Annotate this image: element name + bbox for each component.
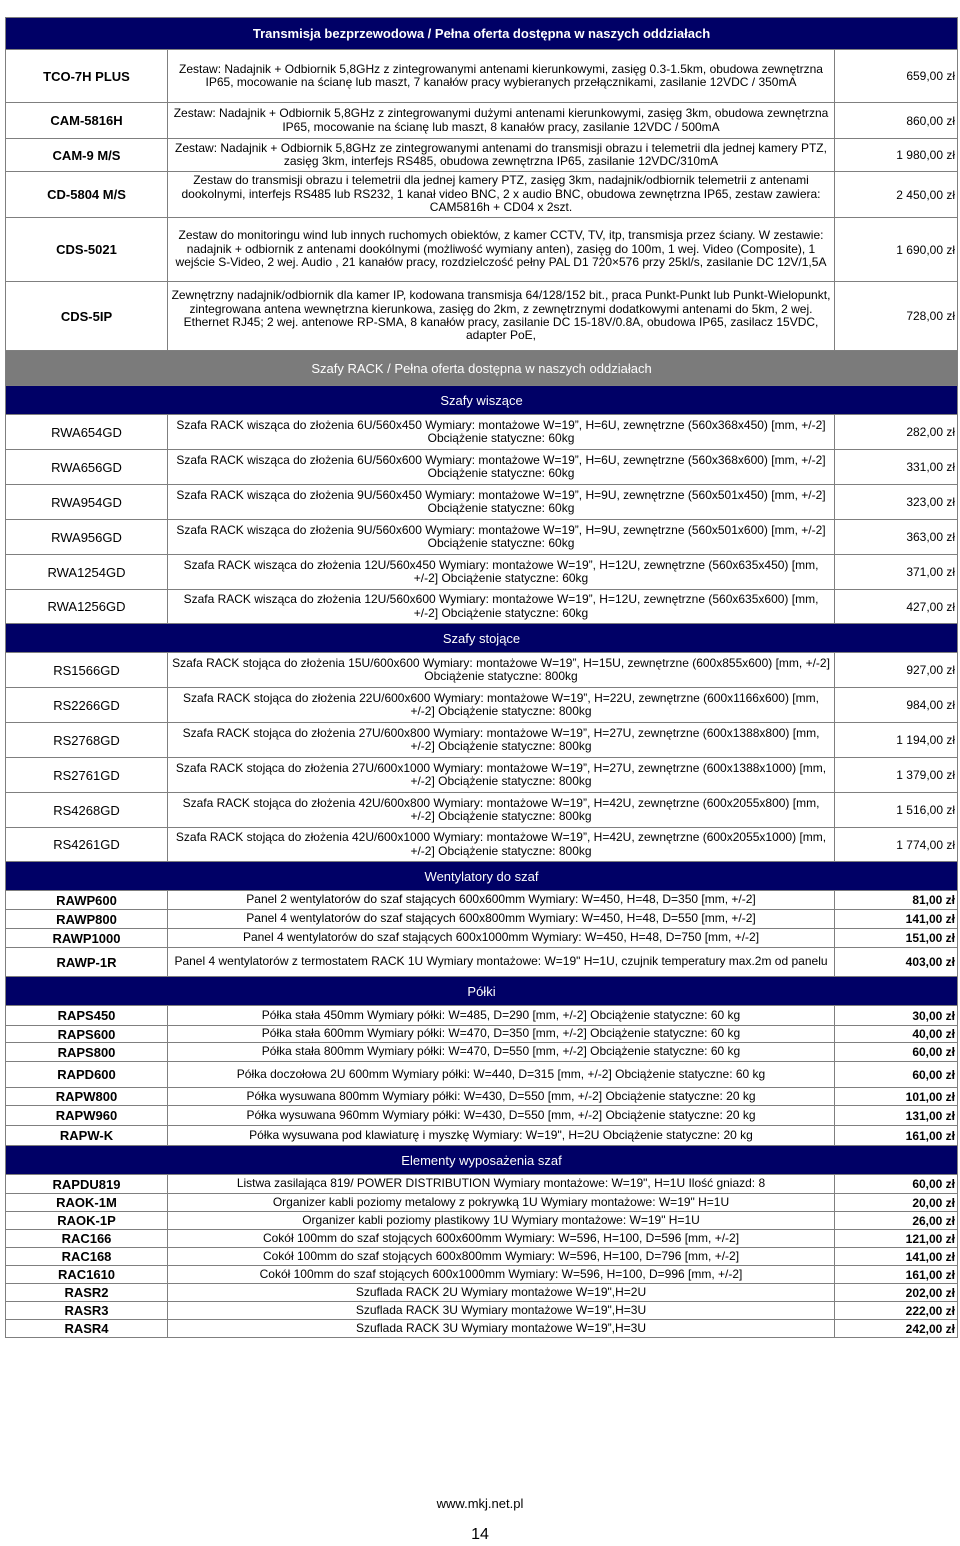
product-description: Cokół 100mm do szaf stojących 600x600mm Wymiary: W=596, H=100, D=596 [mm, +/-2] bbox=[168, 1230, 835, 1248]
product-price: 282,00 zł bbox=[835, 415, 958, 450]
product-price: 1 379,00 zł bbox=[835, 758, 958, 793]
product-description: Półka wysuwana 800mm Wymiary półki: W=430, D=550 [mm, +/-2] Obciążenie statyczne: 20 kg bbox=[168, 1088, 835, 1106]
product-code: RAOK-1P bbox=[6, 1212, 168, 1230]
product-description: Półka stała 450mm Wymiary półki: W=485, D=290 [mm, +/-2] Obciążenie statyczne: 60 kg bbox=[168, 1006, 835, 1026]
product-code: RAC166 bbox=[6, 1230, 168, 1248]
product-price: 161,00 zł bbox=[835, 1266, 958, 1284]
product-code: RWA654GD bbox=[6, 415, 168, 450]
table-row bbox=[6, 1230, 958, 1248]
product-price: 728,00 zł bbox=[835, 282, 958, 351]
product-price: 1 516,00 zł bbox=[835, 793, 958, 828]
product-price: 371,00 zł bbox=[835, 555, 958, 590]
product-price: 363,00 zł bbox=[835, 520, 958, 555]
product-description: Zestaw do transmisji obrazu i telemetrii dla jednej kamery PTZ, zasięg 3km, nadajnik/odbiornik telemetrii z antenami dookolnymi, interfejs RS485 lub RS232, 1 kanał video BNC, 2 x audio BNC, obudowa zewnętrzna IP65, zestaw zawiera: CAM5816h + CD04 x 2szt. bbox=[168, 172, 835, 218]
product-price: 141,00 zł bbox=[835, 910, 958, 929]
table-row bbox=[6, 485, 958, 520]
product-description: Szuflada RACK 3U Wymiary montażowe W=19",H=3U bbox=[168, 1302, 835, 1320]
product-code: RAWP1000 bbox=[6, 929, 168, 948]
product-description: Organizer kabli poziomy metalowy z pokrywką 1U Wymiary montażowe: W=19" H=1U bbox=[168, 1194, 835, 1212]
product-description: Panel 4 wentylatorów do szaf stających 600x1000mm Wymiary: W=450, H=48, D=750 [mm, +/-2] bbox=[168, 929, 835, 948]
product-code: RASR3 bbox=[6, 1302, 168, 1320]
product-price: 659,00 zł bbox=[835, 50, 958, 103]
product-description: Szuflada RACK 2U Wymiary montażowe W=19",H=2U bbox=[168, 1284, 835, 1302]
product-code: RS2761GD bbox=[6, 758, 168, 793]
table-row bbox=[6, 1043, 958, 1062]
product-description: Organizer kabli poziomy plastikowy 1U Wymiary montażowe: W=19" H=1U bbox=[168, 1212, 835, 1230]
table-row bbox=[6, 139, 958, 172]
product-code: RWA656GD bbox=[6, 450, 168, 485]
footer-url[interactable]: www.mkj.net.pl bbox=[436, 1496, 524, 1511]
product-description: Panel 2 wentylatorów do szaf stających 600x600mm Wymiary: W=450, H=48, D=350 [mm, +/-2] bbox=[168, 891, 835, 910]
product-price: 141,00 zł bbox=[835, 1248, 958, 1266]
product-price: 60,00 zł bbox=[835, 1062, 958, 1088]
price-list-page bbox=[5, 17, 957, 1338]
product-price: 81,00 zł bbox=[835, 891, 958, 910]
table-row bbox=[6, 1106, 958, 1126]
table-row bbox=[6, 723, 958, 758]
product-price: 202,00 zł bbox=[835, 1284, 958, 1302]
product-description: Zestaw: Nadajnik + Odbiornik 5,8GHz ze zintegrowanymi antenami do transmisji obrazu i telemetrii dla jednej kamery PTZ, zasięg 3km, interfejs RS485, obudowa zewnętrzna IP65, zasilanie 12VDC/310mA bbox=[168, 139, 835, 172]
table-row bbox=[6, 948, 958, 977]
product-description: Szafa RACK wisząca do złożenia 12U/560x450 Wymiary: montażowe W=19”, H=12U, zewnętrzne (560x635x450) [mm, +/-2] Obciążenie statyczne: 60kg bbox=[168, 555, 835, 590]
product-price: 20,00 zł bbox=[835, 1194, 958, 1212]
product-description: Półka doczołowa 2U 600mm Wymiary półki: W=440, D=315 [mm, +/-2] Obciążenie statyczne: 60 kg bbox=[168, 1062, 835, 1088]
product-code: RAPW800 bbox=[6, 1088, 168, 1106]
table-row bbox=[6, 1126, 958, 1146]
product-code: RWA956GD bbox=[6, 520, 168, 555]
section-title-rack: Szafy RACK / Pełna oferta dostępna w naszych oddziałach bbox=[6, 351, 958, 386]
product-price: 131,00 zł bbox=[835, 1106, 958, 1126]
product-description: Zestaw: Nadajnik + Odbiornik 5,8GHz z zintegrowanymi dużymi antenami kierunkowymi, zasięg 3km, obudowa zewnętrzna IP65, mocowanie na ścianę lub maszt, 8 kanałów pracy, zasilanie 12VDC / 500mA bbox=[168, 103, 835, 139]
product-description: Szafa RACK stojąca do złożenia 42U/600x1000 Wymiary: montażowe W=19”, H=42U, zewnętrzne (600x2055x1000) [mm, +/-2] Obciążenie statyczne: 800kg bbox=[168, 828, 835, 862]
table-row bbox=[6, 103, 958, 139]
product-code: CD-5804 M/S bbox=[6, 172, 168, 218]
product-code: RAPS450 bbox=[6, 1006, 168, 1026]
product-description: Szafa RACK stojąca do złożenia 27U/600x1000 Wymiary: montażowe W=19”, H=27U, zewnętrzne (600x1388x1000) [mm, +/-2] Obciążenie statyczne: 800kg bbox=[168, 758, 835, 793]
product-code: RASR4 bbox=[6, 1320, 168, 1338]
product-price: 40,00 zł bbox=[835, 1026, 958, 1043]
product-code: RAPW960 bbox=[6, 1106, 168, 1126]
product-code: RAPS600 bbox=[6, 1026, 168, 1043]
product-price: 222,00 zł bbox=[835, 1302, 958, 1320]
group-title-row bbox=[6, 624, 958, 653]
table-row bbox=[6, 1266, 958, 1284]
product-description: Panel 4 wentylatorów do szaf stających 600x800mm Wymiary: W=450, H=48, D=550 [mm, +/-2] bbox=[168, 910, 835, 929]
product-code: RAWP800 bbox=[6, 910, 168, 929]
product-code: RWA954GD bbox=[6, 485, 168, 520]
table-row bbox=[6, 1088, 958, 1106]
product-description: Zestaw do monitoringu wind lub innych ruchomych obiektów, z kamer CCTV, TV, itp, transmisja przez ściany. W zestawie: nadajnik + odbiornik z antenami dookólnymi (możliwość wymiany anten), zasięg do 100m, 1 wej. Video (Composite), 1 wejście S-Video, 2 wej. Audio , 21 kanałów pracy, rozdzielczość pełny PAL D1 720×576 przy 25kl/s, zasilanie DC 12V/1,5A bbox=[168, 218, 835, 282]
table-row bbox=[6, 1194, 958, 1212]
product-price: 984,00 zł bbox=[835, 688, 958, 723]
product-code: RAPS800 bbox=[6, 1043, 168, 1062]
table-row bbox=[6, 688, 958, 723]
section-title-wireless: Transmisja bezprzewodowa / Pełna oferta dostępna w naszych oddziałach bbox=[6, 18, 958, 50]
product-price: 2 450,00 zł bbox=[835, 172, 958, 218]
product-price: 403,00 zł bbox=[835, 948, 958, 977]
table-row bbox=[6, 1320, 958, 1338]
group-title: Szafy stojące bbox=[6, 624, 958, 653]
product-description: Półka wysuwana pod klawiaturę i myszkę Wymiary: W=19", H=2U Obciążenie statyczne: 20 kg bbox=[168, 1126, 835, 1146]
product-description: Szafa RACK wisząca do złożenia 9U/560x450 Wymiary: montażowe W=19”, H=9U, zewnętrzne (560x501x450) [mm, +/-2] Obciążenie statyczne: 60kg bbox=[168, 485, 835, 520]
table-row bbox=[6, 1302, 958, 1320]
table-row bbox=[6, 891, 958, 910]
product-price: 151,00 zł bbox=[835, 929, 958, 948]
group-title-row bbox=[6, 1146, 958, 1175]
product-price: 323,00 zł bbox=[835, 485, 958, 520]
product-code: CDS-5IP bbox=[6, 282, 168, 351]
product-description: Szafa RACK wisząca do złożenia 12U/560x600 Wymiary: montażowe W=19”, H=12U, zewnętrzne (560x635x600) [mm, +/-2] Obciążenie statyczne: 60kg bbox=[168, 590, 835, 624]
table-row bbox=[6, 282, 958, 351]
product-description: Szafa RACK stojąca do złożenia 15U/600x600 Wymiary: montażowe W=19”, H=15U, zewnętrzne (600x855x600) [mm, +/-2] Obciążenie statyczne: 800kg bbox=[168, 653, 835, 688]
product-description: Cokół 100mm do szaf stojących 600x1000mm Wymiary: W=596, H=100, D=996 [mm, +/-2] bbox=[168, 1266, 835, 1284]
group-title: Szafy wiszące bbox=[6, 386, 958, 415]
table-row bbox=[6, 929, 958, 948]
product-description: Półka stała 800mm Wymiary półki: W=470, D=550 [mm, +/-2] Obciążenie statyczne: 60 kg bbox=[168, 1043, 835, 1062]
product-price: 101,00 zł bbox=[835, 1088, 958, 1106]
table-row bbox=[6, 172, 958, 218]
product-price: 427,00 zł bbox=[835, 590, 958, 624]
product-price: 60,00 zł bbox=[835, 1043, 958, 1062]
table-row bbox=[6, 910, 958, 929]
product-price: 1 980,00 zł bbox=[835, 139, 958, 172]
group-title-row bbox=[6, 977, 958, 1006]
product-description: Szafa RACK wisząca do złożenia 9U/560x600 Wymiary: montażowe W=19”, H=9U, zewnętrzne (560x501x600) [mm, +/-2] Obciążenie statyczne: 60kg bbox=[168, 520, 835, 555]
table-row bbox=[6, 1248, 958, 1266]
product-description: Szafa RACK stojąca do złożenia 22U/600x600 Wymiary: montażowe W=19”, H=22U, zewnętrzne (600x1166x600) [mm, +/-2] Obciążenie statyczne: 800kg bbox=[168, 688, 835, 723]
section-title-wireless-row bbox=[6, 18, 958, 50]
table-row bbox=[6, 758, 958, 793]
product-code: RWA1254GD bbox=[6, 555, 168, 590]
product-code: RWA1256GD bbox=[6, 590, 168, 624]
product-description: Zewnętrzny nadajnik/odbiornik dla kamer IP, kodowana transmisja 64/128/152 bit., praca Punkt-Punkt lub Punkt-Wielopunkt, zintegrowana antena wewnętrzna kierunkowa, zasięg do 2km, z zewnętrznymi dodatkowymi antenami do 5km, 2 wej. Ethernet RJ45; 2 wej. antenowe RP-SMA, 8 kanałów pracy, zasilanie DC 15-18V/0.8A, obudowa IP65, zasilacz 15VDC, adapter PoE, bbox=[168, 282, 835, 351]
product-description: Szafa RACK stojąca do złożenia 42U/600x800 Wymiary: montażowe W=19”, H=42U, zewnętrzne (600x2055x800) [mm, +/-2] Obciążenie statyczne: 800kg bbox=[168, 793, 835, 828]
product-code: RAC1610 bbox=[6, 1266, 168, 1284]
page-number: 14 bbox=[471, 1526, 489, 1543]
product-code: RAC168 bbox=[6, 1248, 168, 1266]
table-row bbox=[6, 450, 958, 485]
product-price: 26,00 zł bbox=[835, 1212, 958, 1230]
product-code: RAWP600 bbox=[6, 891, 168, 910]
table-row bbox=[6, 415, 958, 450]
table-row bbox=[6, 1284, 958, 1302]
product-code: RAPD600 bbox=[6, 1062, 168, 1088]
table-row bbox=[6, 1026, 958, 1043]
group-title-row bbox=[6, 862, 958, 891]
table-row bbox=[6, 50, 958, 103]
product-code: CAM-5816H bbox=[6, 103, 168, 139]
product-code: RS4268GD bbox=[6, 793, 168, 828]
table-row bbox=[6, 520, 958, 555]
product-price: 1 774,00 zł bbox=[835, 828, 958, 862]
table-row bbox=[6, 828, 958, 862]
product-code: RAWP-1R bbox=[6, 948, 168, 977]
product-price: 161,00 zł bbox=[835, 1126, 958, 1146]
product-description: Panel 4 wentylatorów z termostatem RACK 1U Wymiary montażowe: W=19" H=1U, czujnik temperatury max.2m od panelu bbox=[168, 948, 835, 977]
product-description: Zestaw: Nadajnik + Odbiornik 5,8GHz z zintegrowanymi antenami kierunkowymi, zasięg 0.3-1.5km, obudowa zewnętrzna IP65, mocowanie na ścianę lub maszt, 7 kanałów pracy wybieranych przełącznikami, zasilanie 12VDC / 350mA bbox=[168, 50, 835, 103]
product-code: RASR2 bbox=[6, 1284, 168, 1302]
table-row bbox=[6, 218, 958, 282]
table-row bbox=[6, 590, 958, 624]
product-price: 30,00 zł bbox=[835, 1006, 958, 1026]
product-price: 860,00 zł bbox=[835, 103, 958, 139]
product-description: Cokół 100mm do szaf stojących 600x800mm Wymiary: W=596, H=100, D=796 [mm, +/-2] bbox=[168, 1248, 835, 1266]
group-title: Elementy wyposażenia szaf bbox=[6, 1146, 958, 1175]
product-code: RS1566GD bbox=[6, 653, 168, 688]
product-description: Półka stała 600mm Wymiary półki: W=470, D=350 [mm, +/-2] Obciążenie statyczne: 60 kg bbox=[168, 1026, 835, 1043]
product-code: RS4261GD bbox=[6, 828, 168, 862]
group-title: Wentylatory do szaf bbox=[6, 862, 958, 891]
table-row bbox=[6, 1212, 958, 1230]
product-code: RS2266GD bbox=[6, 688, 168, 723]
group-title-row bbox=[6, 386, 958, 415]
product-price: 927,00 zł bbox=[835, 653, 958, 688]
product-price: 242,00 zł bbox=[835, 1320, 958, 1338]
product-price: 1 690,00 zł bbox=[835, 218, 958, 282]
product-description: Szafa RACK wisząca do złożenia 6U/560x600 Wymiary: montażowe W=19”, H=6U, zewnętrzne (560x368x600) [mm, +/-2] Obciążenie statyczne: 60kg bbox=[168, 450, 835, 485]
table-row bbox=[6, 1062, 958, 1088]
product-code: RAOK-1M bbox=[6, 1194, 168, 1212]
table-row bbox=[6, 653, 958, 688]
group-title: Półki bbox=[6, 977, 958, 1006]
table-row bbox=[6, 1175, 958, 1194]
product-price: 60,00 zł bbox=[835, 1175, 958, 1194]
product-description: Listwa zasilająca 819/ POWER DISTRIBUTION Wymiary montażowe: W=19", H=1U Ilość gniazd: 8 bbox=[168, 1175, 835, 1194]
product-description: Półka wysuwana 960mm Wymiary półki: W=430, D=550 [mm, +/-2] Obciążenie statyczne: 20 kg bbox=[168, 1106, 835, 1126]
price-table bbox=[5, 17, 958, 1338]
product-description: Szuflada RACK 3U Wymiary montażowe W=19”,H=3U bbox=[168, 1320, 835, 1338]
product-price: 121,00 zł bbox=[835, 1230, 958, 1248]
product-price: 1 194,00 zł bbox=[835, 723, 958, 758]
section-title-rack-row bbox=[6, 351, 958, 386]
product-code: CDS-5021 bbox=[6, 218, 168, 282]
product-price: 331,00 zł bbox=[835, 450, 958, 485]
product-code: RS2768GD bbox=[6, 723, 168, 758]
product-code: TCO-7H PLUS bbox=[6, 50, 168, 103]
product-code: CAM-9 M/S bbox=[6, 139, 168, 172]
table-row bbox=[6, 555, 958, 590]
product-code: RAPDU819 bbox=[6, 1175, 168, 1194]
product-code: RAPW-K bbox=[6, 1126, 168, 1146]
table-row bbox=[6, 1006, 958, 1026]
product-description: Szafa RACK wisząca do złożenia 6U/560x450 Wymiary: montażowe W=19”, H=6U, zewnętrzne (560x368x450) [mm, +/-2] Obciążenie statyczne: 60kg bbox=[168, 415, 835, 450]
table-row bbox=[6, 793, 958, 828]
product-description: Szafa RACK stojąca do złożenia 27U/600x800 Wymiary: montażowe W=19”, H=27U, zewnętrzne (600x1388x800) [mm, +/-2] Obciążenie statyczne: 800kg bbox=[168, 723, 835, 758]
